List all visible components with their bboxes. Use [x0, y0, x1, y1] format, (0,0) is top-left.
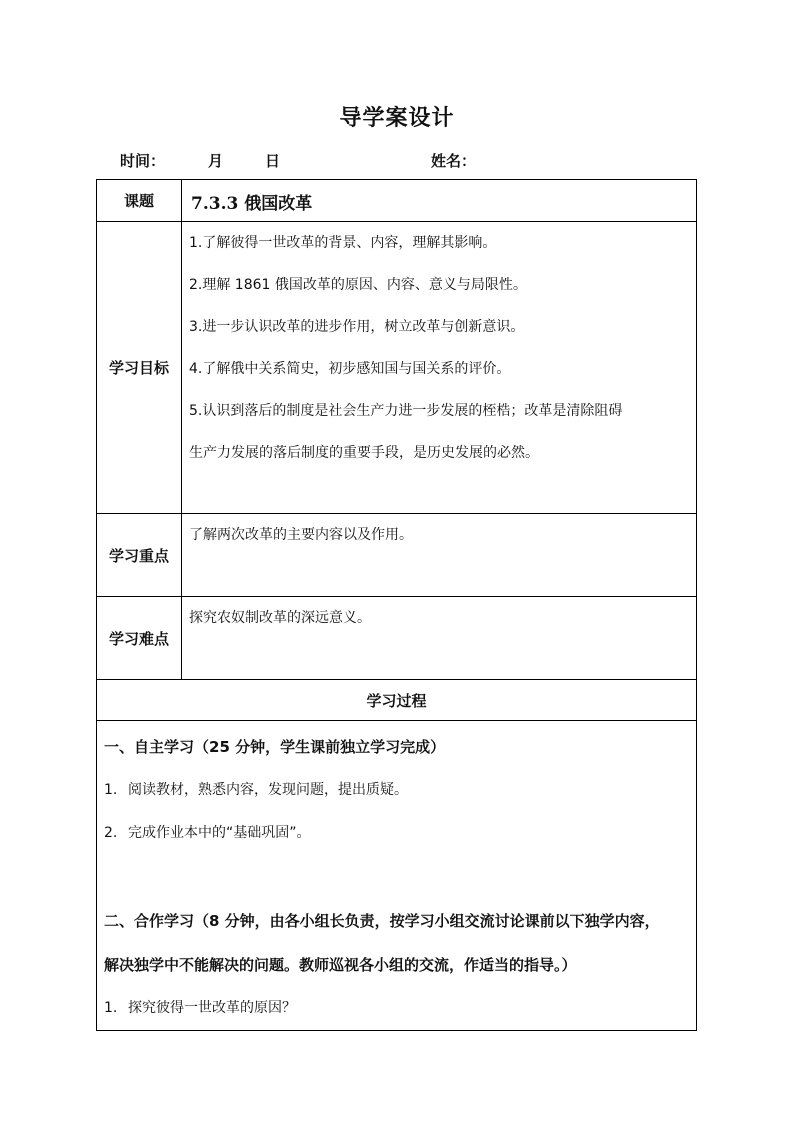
month-label: 月 [208, 152, 224, 170]
subject-cell [182, 180, 697, 222]
focus-cell [182, 514, 697, 597]
subject-label: 课题 [97, 180, 182, 222]
process-header-row [97, 680, 697, 721]
list-item [97, 769, 696, 812]
item-text: 阅读教材，熟悉内容，发现问题，提出质疑。 [128, 782, 408, 798]
section-2-title-line1: 二、合作学习（8 分钟，由各小组长负责，按学习小组交流讨论课前以下独学内容， [104, 912, 660, 930]
lesson-plan-table [96, 179, 697, 1031]
list-item [97, 812, 696, 855]
focus-label: 学习重点 [97, 514, 182, 597]
focus-text: 了解两次改革的主要内容以及作用。 [189, 527, 413, 543]
item-number: 1. [104, 1000, 118, 1016]
goal-line: 生产力发展的落后制度的重要手段，是历史发展的必然。 [189, 445, 539, 461]
section-1-title: 一、自主学习（25 分钟，学生课前独立学习完成） [104, 738, 446, 756]
goal-line: 4.了解俄中关系简史，初步感知国与国关系的评价。 [189, 361, 511, 377]
difficulty-row [97, 597, 697, 680]
time-label: 时间： [120, 152, 166, 170]
goals-cell [182, 222, 697, 514]
focus-row [97, 514, 697, 597]
goal-line: 2.理解 1861 俄国改革的原因、内容、意义与局限性。 [189, 277, 527, 293]
item-number: 2. [104, 825, 118, 841]
difficulty-cell [182, 597, 697, 680]
page-title: 导学案设计 [339, 105, 455, 131]
subject-value: 7.3.3 俄国改革 [191, 194, 313, 214]
process-content-row [97, 721, 697, 1031]
goal-line: 5.认识到落后的制度是社会生产力进一步发展的桎梏；改革是清除阻碍 [189, 403, 623, 419]
difficulty-text: 探究农奴制改革的深远意义。 [189, 610, 371, 626]
goals-label: 学习目标 [97, 222, 182, 514]
subject-row [97, 180, 697, 222]
goal-line: 3.进一步认识改革的进步作用，树立改革与创新意识。 [189, 319, 525, 335]
goal-line: 1.了解彼得一世改革的背景、内容，理解其影响。 [189, 235, 497, 251]
item-number: 1. [104, 782, 118, 798]
list-item [97, 987, 696, 1030]
goals-row [97, 222, 697, 514]
process-title: 学习过程 [97, 680, 697, 721]
difficulty-label: 学习难点 [97, 597, 182, 680]
process-content [97, 721, 697, 1031]
section-2-title-line2: 解决独学中不能解决的问题。教师巡视各小组的交流，作适当的指导。） [104, 956, 577, 974]
item-text: 探究彼得一世改革的原因？ [128, 1000, 296, 1016]
name-label: 姓名： [431, 152, 477, 170]
day-label: 日 [265, 152, 281, 170]
item-text: 完成作业本中的“基础巩固”。 [128, 825, 311, 841]
